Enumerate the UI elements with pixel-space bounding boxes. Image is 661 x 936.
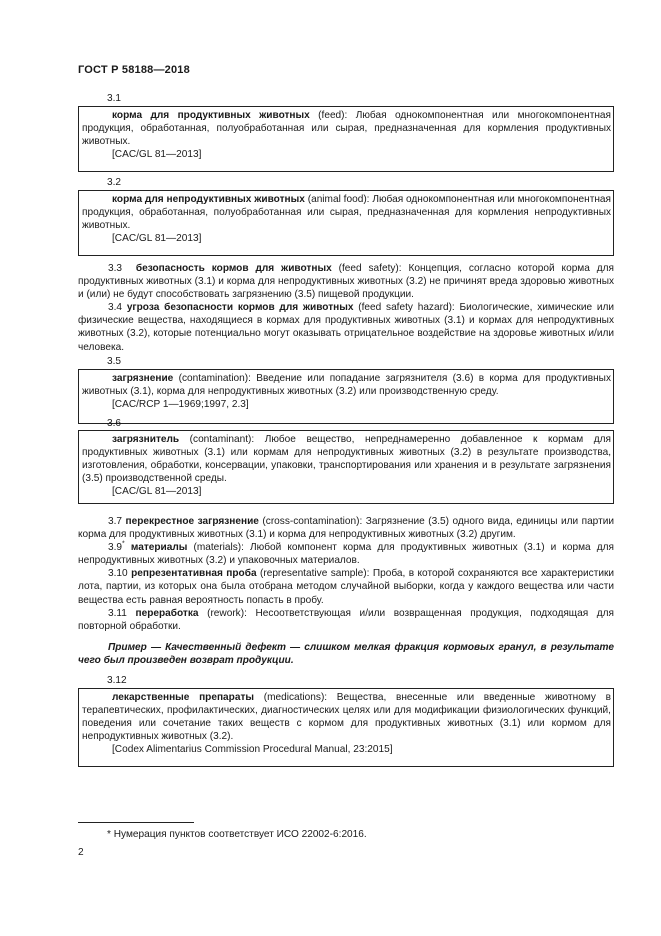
term-3-4: угроза безопасности кормов для животных (126, 302, 354, 314)
clause-number-3-4: 3.4 (108, 302, 123, 314)
term-box-3-5 (78, 369, 614, 424)
footnote-divider (78, 822, 194, 823)
definition-3-5 (82, 372, 611, 398)
term-box-3-1 (78, 106, 614, 172)
term-3-12: лекарственные препараты (112, 692, 255, 703)
clause-number-3-9: 3.9 (108, 542, 123, 554)
source-3-6: [CAC/GL 81—2013] (112, 486, 202, 498)
definition-text-3-11: (rework): Несоответствующая и/или возвращенная продукция, подходящая для повторной обработки. (78, 607, 614, 632)
example-text: Пример — Качественный дефект — слишком мелкая фракция кормовых гранул, в результате чего был произведен возврат продукции. (78, 642, 614, 667)
footnote (107, 828, 367, 841)
footnote-text: Нумерация пунктов соответствует ИСО 22002-6:2016. (110, 829, 367, 840)
definition-text-3-5: (contamination): Введение или попадание загрязнителя (3.6) в корма для продуктивных животных (3.1), корма для непродуктивных животных (3.2) или производственную среду. (82, 373, 611, 398)
footnote-mark: * (122, 540, 125, 548)
definition-text-3-6: (contaminant): Любое вещество, непреднамеренно добавленное к кормам для продуктивных животных (3.1) или кормам для непродуктивных животных (3.2) в результате производства, изготовления, обработки, консервации, упаковки, транспортирования или хранения и в результате загрязнения (3.5) производственной среды. (82, 434, 611, 485)
clause-number-3-3: 3.3 (108, 263, 123, 274)
clause-number-3-6: 3.6 (107, 418, 122, 429)
clause-3-3 (78, 262, 614, 301)
term-3-7: перекрестное загрязнение (125, 516, 259, 527)
term-3-10: репрезентативная проба (131, 568, 257, 580)
footnote-marker: * (107, 829, 111, 840)
clause-number-3-10: 3.10 (108, 568, 128, 580)
source-3-1: [CAC/GL 81—2013] (112, 149, 202, 161)
term-3-3: безопасность кормов для животных (135, 263, 332, 274)
term-3-1: корма для продуктивных животных (112, 110, 310, 121)
clause-3-10 (78, 567, 614, 606)
clause-3-9 (78, 541, 614, 567)
clauses-3-3-3-4 (78, 262, 614, 354)
term-box-3-2 (78, 190, 614, 256)
document-header: ГОСТ Р 58188—2018 (78, 64, 190, 76)
definition-3-6 (82, 433, 611, 485)
term-box-3-12 (78, 688, 614, 767)
clause-number-3-2: 3.2 (107, 177, 122, 188)
definition-text-3-4: (feed safety hazard): Биологические, химические или физические вещества, находящиеся в кормах для продуктивных животных (3.1) и кормах для непродуктивных животных (3.2), которые потенциально могут оказывать отрицательное воздействие на здоровье животных и/или человека. (78, 302, 614, 353)
term-3-11: переработка (135, 607, 199, 619)
page-number: 2 (78, 847, 84, 858)
clause-number-3-1: 3.1 (107, 93, 122, 104)
clause-3-4 (78, 301, 614, 353)
term-box-3-6 (78, 430, 614, 504)
definition-text-3-1: (feed): Любая однокомпонентная или многокомпонентная продукция, обработанная, полуобработанная или сырая, предназначенная для кормления продуктивных животных. (82, 110, 611, 148)
source-3-5: [CAC/RCP 1—1969;1997, 2.3] (112, 399, 249, 411)
term-3-9: материалы (130, 542, 188, 554)
clause-number-3-12: 3.12 (107, 675, 127, 686)
definition-3-2 (82, 193, 611, 232)
clause-3-11 (78, 607, 614, 633)
source-3-12: [Codex Alimentarius Commission Procedural Manual, 23:2015] (112, 744, 393, 756)
definition-text-3-9: (materials): Любой компонент корма для продуктивных животных (3.1) и корма для непродуктивных животных (3.2) и упаковочных материалов. (78, 542, 614, 567)
definition-text-3-7: (cross-contamination): Загрязнение (3.5) одного вида, единицы или партии корма для продуктивных животных (3.1) и корма для непродуктивных животных (3.2) другим. (78, 516, 614, 541)
term-3-2: корма для непродуктивных животных (112, 194, 305, 205)
clause-number-3-11: 3.11 (108, 607, 127, 619)
clause-number-3-7: 3.7 (108, 516, 123, 527)
term-3-6: загрязнитель (112, 434, 180, 445)
definition-text-3-10: (representative sample): Проба, в которой сохраняются все характеристики лота, партии, из которых она была отобрана методом случайной выборки, когда у каждого вещества или части вещества есть равная вероятность попасть в пробу. (78, 568, 615, 606)
definition-3-1 (82, 109, 611, 148)
definition-text-3-3: (feed safety): Концепция, согласно которой корма для продуктивных животных (3.1) и корма для непродуктивных животных (3.2) не причинят вреда здоровью животных и (или) не будут способствовать загрязнению (3.5) пищевой продукции. (78, 263, 614, 301)
clauses-3-7-3-11 (78, 515, 614, 633)
term-3-5: загрязнение (112, 373, 174, 384)
definition-text-3-2: (animal food): Любая однокомпонентная или многокомпонентная продукция, обработанная, полуобработанная или сырая, предназначенная для кормления непродуктивных животных. (82, 194, 611, 232)
example-note (78, 641, 614, 667)
source-3-2: [CAC/GL 81—2013] (112, 233, 202, 245)
clause-3-7 (78, 515, 614, 541)
definition-3-12 (82, 691, 611, 743)
clause-number-3-5: 3.5 (107, 356, 122, 367)
definition-text-3-12: (medications): Вещества, внесенные или введенные животному в терапевтических, профилактических, диагностических целях или для модификации физиологических функций, поведения или сочетание таких веществ с кормом для продуктивных животных (3.1) или кормом для непродуктивных животных (3.2). (82, 692, 611, 743)
